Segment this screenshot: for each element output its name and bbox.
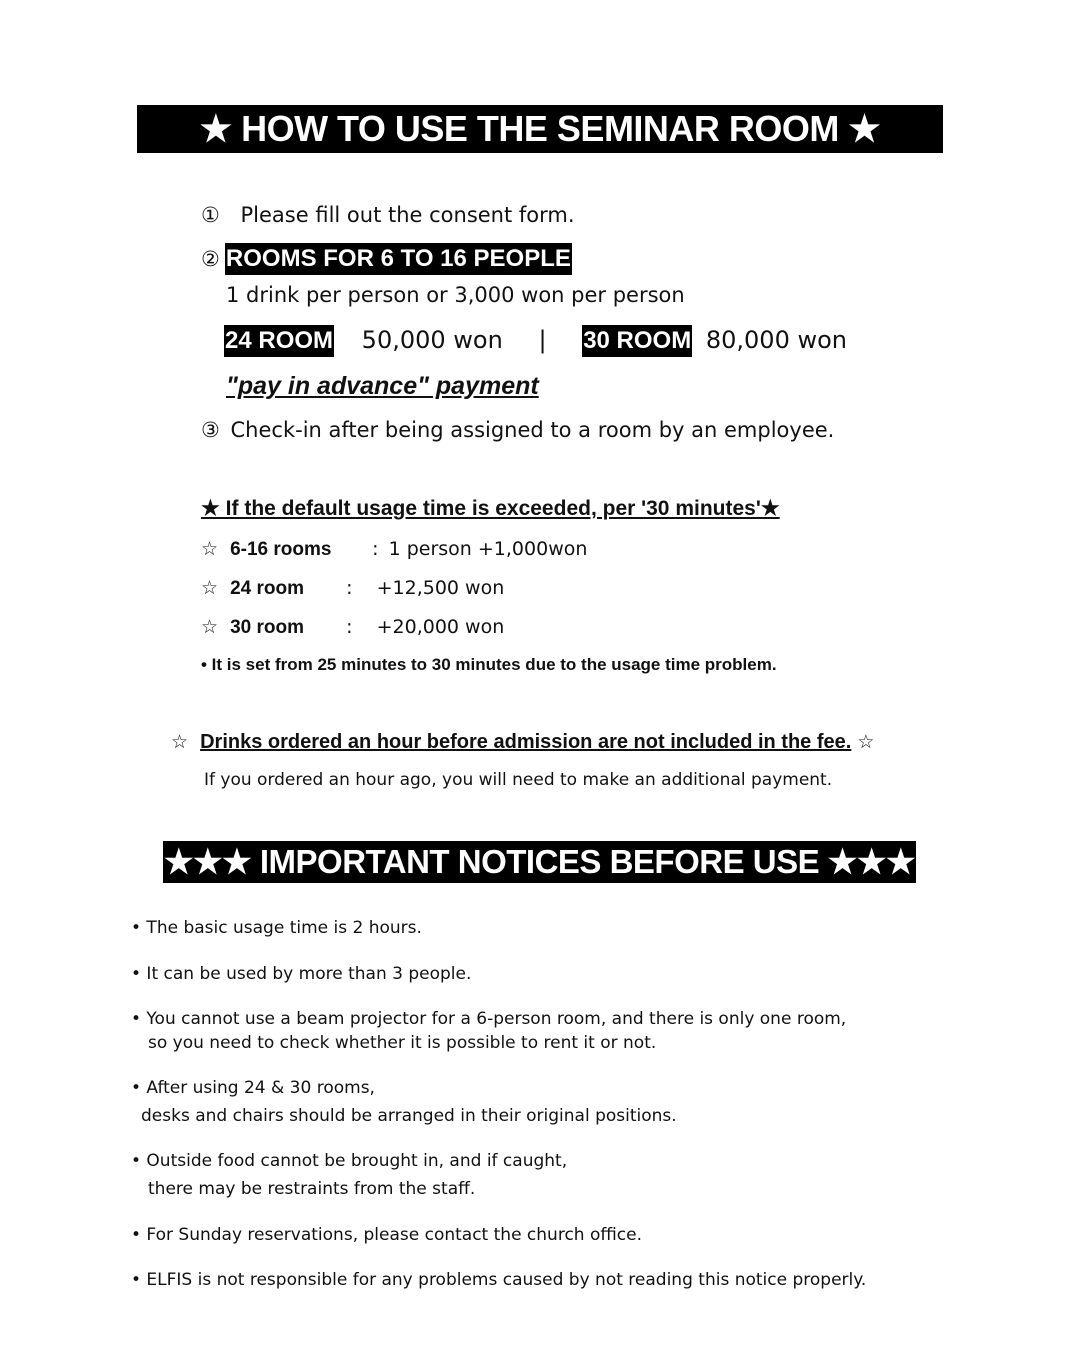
step-3: [201, 418, 834, 442]
room-30-price: 80,000 won: [705, 326, 847, 354]
drinks-notice: [171, 731, 874, 754]
star-outline-icon: ☆: [201, 538, 219, 560]
star-outline-icon: ☆: [857, 731, 875, 753]
room-30-label: 30 ROOM: [582, 325, 692, 357]
notice-item-continued: there may be restraints from the staff.: [148, 1179, 476, 1199]
rate-room: 6-16 rooms: [230, 539, 332, 560]
price-separator: |: [538, 326, 547, 354]
notice-item: • After using 24 & 30 rooms,: [131, 1078, 375, 1098]
notice-item-continued: desks and chairs should be arranged in their original positions.: [141, 1106, 677, 1126]
overtime-rate-row: [201, 616, 504, 639]
rate-fee: +20,000 won: [376, 616, 505, 638]
step-3-number: ③: [201, 418, 220, 442]
room-prices: [224, 325, 847, 357]
rate-separator: :: [372, 538, 379, 560]
notice-item: • It can be used by more than 3 people.: [131, 964, 472, 984]
notice-item: • For Sunday reservations, please contact the church office.: [131, 1225, 643, 1245]
seminar-room-title: ★ HOW TO USE THE SEMINAR ROOM ★: [199, 108, 881, 149]
star-outline-icon: ☆: [171, 731, 189, 753]
step-2-label: ROOMS FOR 6 TO 16 PEOPLE: [225, 243, 572, 275]
overtime-note: • It is set from 25 minutes to 30 minutes due to the usage time problem.: [201, 655, 777, 674]
drinks-heading: Drinks ordered an hour before admission are not included in the fee.: [200, 731, 852, 753]
drink-policy: 1 drink per person or 3,000 won per person: [226, 283, 685, 307]
rate-room: 30 room: [230, 617, 305, 638]
overtime-rate-row: [201, 577, 504, 600]
important-notices-banner: [163, 841, 916, 883]
notice-item: • The basic usage time is 2 hours.: [131, 918, 422, 938]
step-3-text: Check-in after being assigned to a room by an employee.: [230, 418, 835, 442]
notice-item: • ELFIS is not responsible for any problems caused by not reading this notice properly.: [131, 1270, 867, 1290]
notice-item: • Outside food cannot be brought in, and if caught,: [131, 1151, 568, 1171]
overtime-heading: ★ If the default usage time is exceeded, per '30 minutes'★: [201, 497, 780, 520]
rate-room: 24 room: [230, 578, 305, 599]
star-outline-icon: ☆: [201, 616, 219, 638]
notice-item: • You cannot use a beam projector for a 6-person room, and there is only one room,: [131, 1009, 847, 1029]
room-24-label: 24 ROOM: [224, 325, 334, 357]
step-2: [201, 243, 572, 275]
step-1-text: Please fill out the consent form.: [240, 203, 575, 227]
rate-separator: :: [346, 616, 353, 638]
rate-fee: 1 person +1,000won: [388, 538, 588, 560]
star-outline-icon: ☆: [201, 577, 219, 599]
payment-note: "pay in advance" payment: [226, 372, 539, 400]
step-1-number: ①: [201, 203, 220, 227]
overtime-rate-row: [201, 538, 587, 561]
notice-item-continued: so you need to check whether it is possible to rent it or not.: [148, 1033, 657, 1053]
drinks-detail: If you ordered an hour ago, you will need to make an additional payment.: [204, 770, 833, 790]
important-notices-title: ★★★ IMPORTANT NOTICES BEFORE USE ★★★: [163, 843, 916, 880]
room-24-price: 50,000 won: [361, 326, 503, 354]
step-1: [201, 203, 575, 227]
step-2-number: ②: [201, 247, 220, 271]
rate-fee: +12,500 won: [376, 577, 505, 599]
seminar-room-title-banner: [137, 105, 943, 153]
rate-separator: :: [346, 577, 353, 599]
